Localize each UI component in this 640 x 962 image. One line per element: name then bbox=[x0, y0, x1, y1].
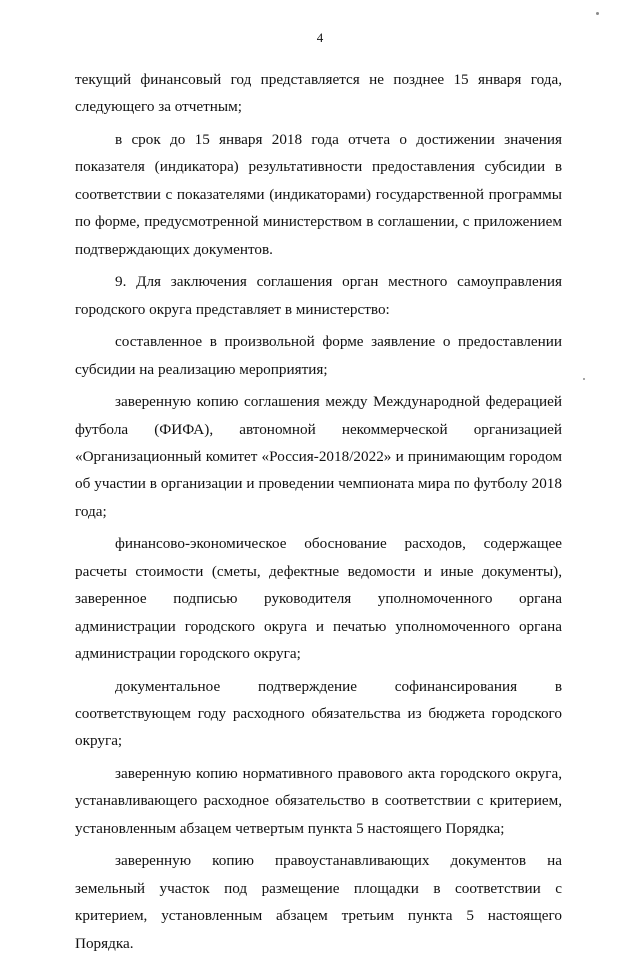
scan-speck bbox=[583, 378, 585, 380]
scan-speck bbox=[596, 12, 599, 15]
paragraph-cofinancing: документальное подтверждение софинансирования в соответствующем году расходного обязательства из бюджета городского округа; bbox=[75, 677, 562, 750]
paragraph-land-documents: заверенную копию правоустанавливающих документов на земельный участок под размещение площадки в соответствии с критерием, установленным абзацем третьим пункта 5 настоящего Порядка. bbox=[75, 852, 562, 952]
page-number: 4 bbox=[316, 30, 324, 45]
paragraph-application: составленное в произвольной форме заявление о предоставлении субсидии на реализацию мероприятия; bbox=[75, 333, 562, 378]
paragraph-item-9: 9. Для заключения соглашения орган местного самоуправления городского округа представляет в министерство: bbox=[75, 273, 562, 318]
paragraph-report-deadline: в срок до 15 января 2018 года отчета о достижении значения показателя (индикатора) результативности предоставления субсидии в соответствии с показателями (индикаторами) государственной программы по форме, предусмотренной министерством в соглашении, с приложением подтверждающих документов. bbox=[75, 131, 562, 258]
paragraph-fifa-agreement: заверенную копию соглашения между Международной федерацией футбола (ФИФА), автономной некоммерческой организацией «Организационный комитет «Россия-2018/2022» и принимающим городом об участии в организации и проведении чемпионата мира по футболу 2018 года; bbox=[75, 393, 562, 520]
document-body bbox=[75, 66, 562, 962]
paragraph-continuation: текущий финансовый год представляется не позднее 15 января года, следующего за отчетным; bbox=[75, 71, 562, 116]
paragraph-financial-justification: финансово-экономическое обоснование расходов, содержащее расчеты стоимости (сметы, дефектные ведомости и иные документы), заверенное подписью руководителя уполномоченного органа администрации городского округа и печатью уполномоченного органа администрации городского округа; bbox=[75, 535, 562, 663]
paragraph-normative-act: заверенную копию нормативного правового акта городского округа, устанавливающего расходное обязательство в соответствии с критерием, установленным абзацем четвертым пункта 5 настоящего Порядка; bbox=[75, 765, 562, 837]
